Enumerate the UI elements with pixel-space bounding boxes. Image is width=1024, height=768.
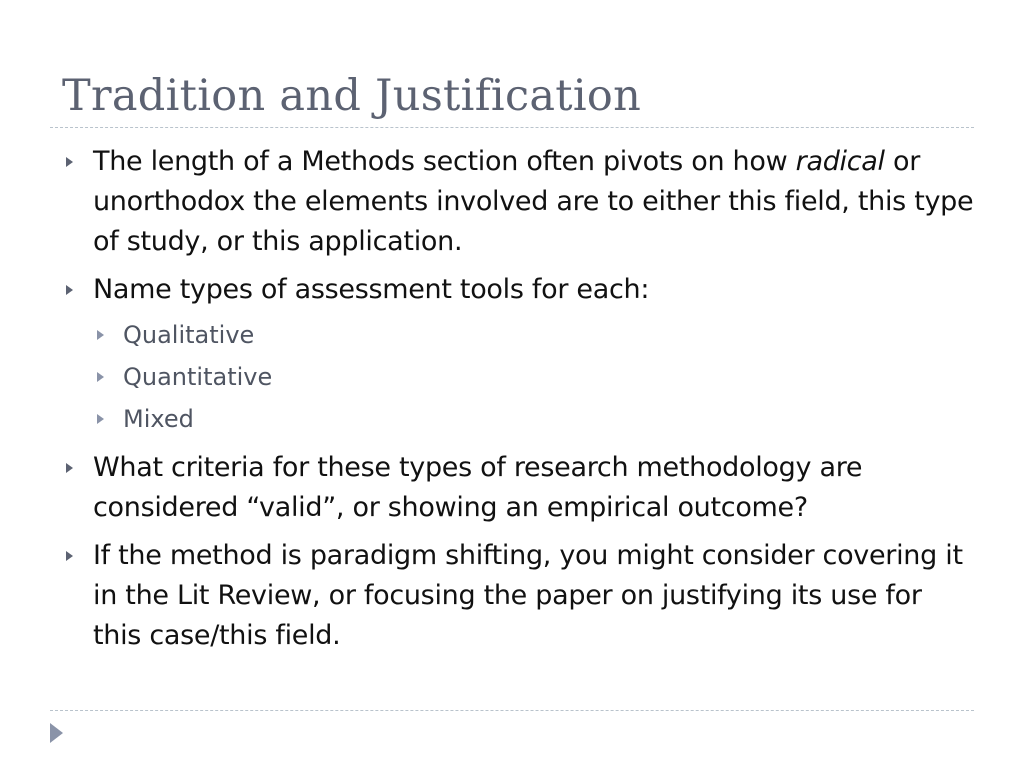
triangle-right-icon [66,157,73,167]
sub-bullet-text: Mixed [123,405,194,433]
bullet-item [62,536,974,656]
slide-title: Tradition and Justification [62,71,642,121]
bullet-text: Name types of assessment tools for each: [93,274,650,305]
bullet-item [62,142,974,262]
triangle-right-icon [66,551,73,561]
bullet-text-emphasis: radical [795,146,885,177]
sub-bullet-item [62,398,974,440]
bullet-text: What criteria for these types of research methodology are considered “valid”, or showing an empirical outcome? [93,452,863,523]
footer-divider [50,710,974,711]
sub-bullet-list [62,314,974,440]
bullet-text-start: The length of a Methods section often pivots on how [93,146,796,177]
sub-bullet-text: Qualitative [123,321,255,349]
title-divider [50,127,974,128]
triangle-right-icon [66,463,73,473]
sub-bullet-text: Quantitative [123,363,273,391]
triangle-right-icon [97,372,104,382]
sub-bullet-item [62,314,974,356]
triangle-right-icon [66,285,73,295]
bullet-list [62,142,974,664]
bullet-text: If the method is paradigm shifting, you might consider covering it in the Lit Review, or focusing the paper on justifying its use for this case/this field. [93,540,963,651]
play-arrow-icon[interactable] [50,723,63,743]
sub-bullet-item [62,356,974,398]
triangle-right-icon [97,414,104,424]
bullet-text-end: or unorthodox the elements involved are to either this field, this type of study, or this application. [93,146,974,257]
bullet-item [62,270,974,310]
triangle-right-icon [97,330,104,340]
bullet-item [62,448,974,528]
